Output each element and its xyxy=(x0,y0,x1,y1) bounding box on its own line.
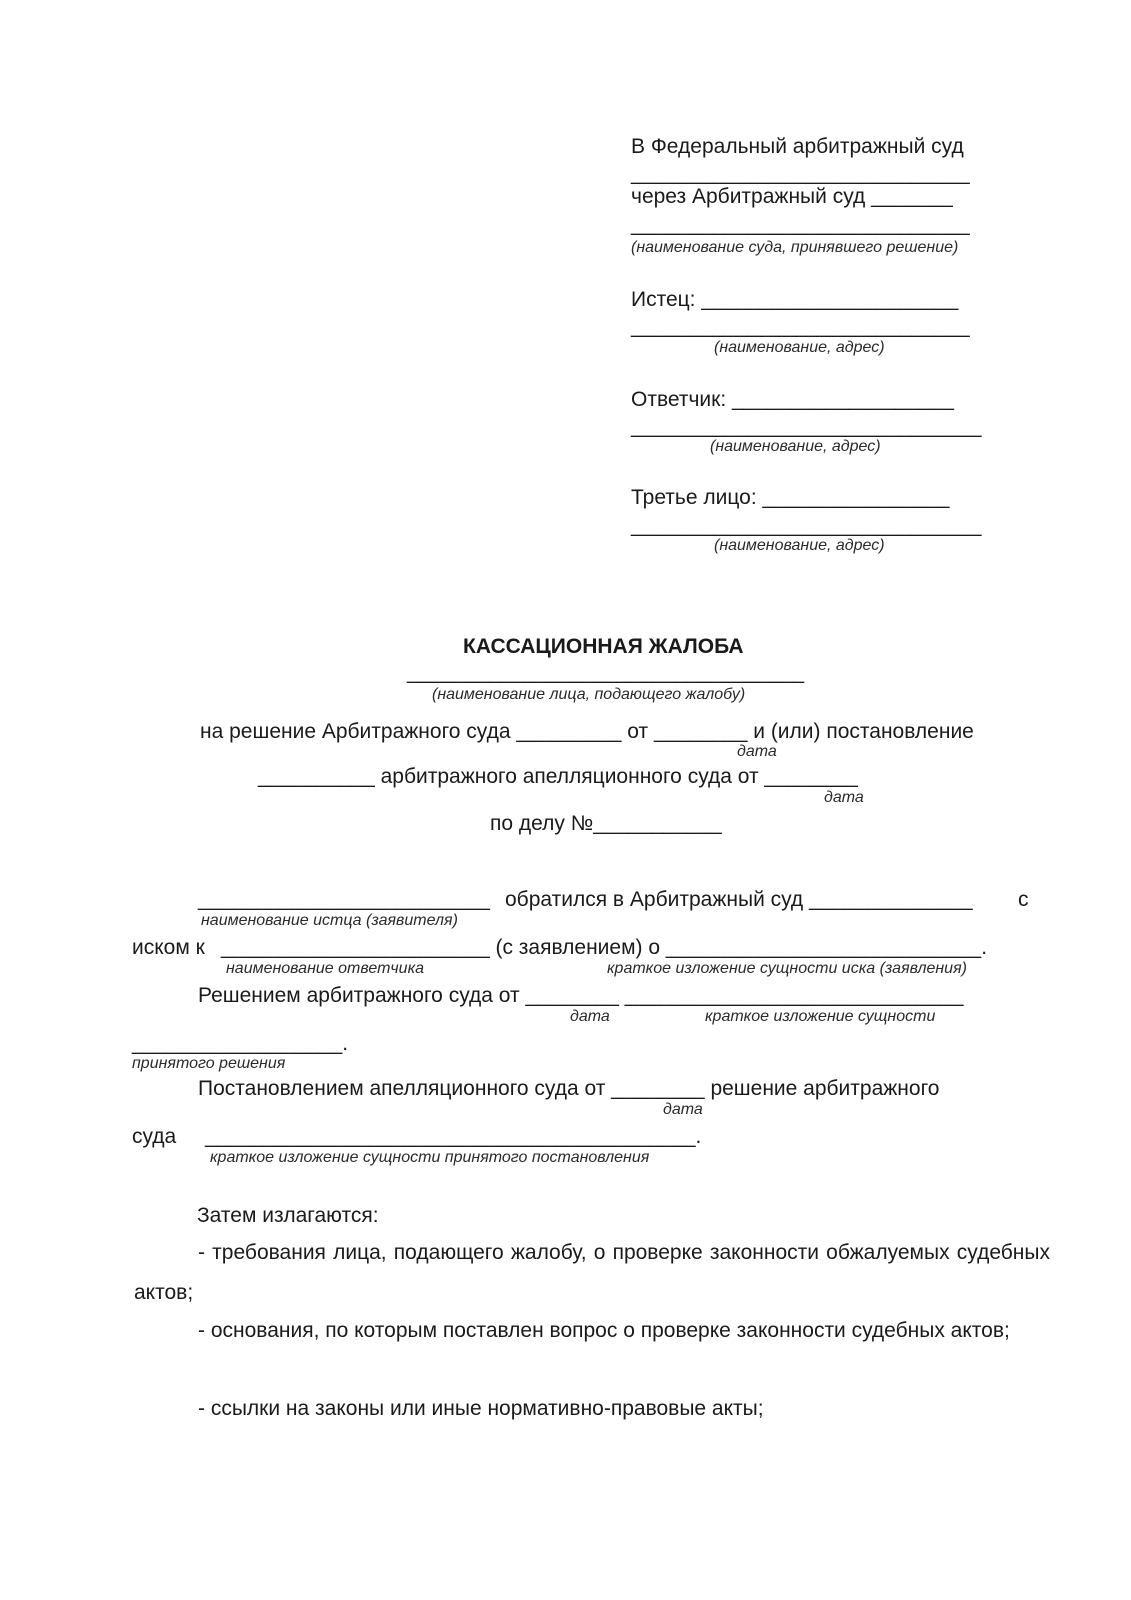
plaintiff-name-blank: _________________________ xyxy=(198,888,490,911)
appellate-ruling-line: Постановлением апелляционного суда от ________ решение арбитражного xyxy=(198,1077,940,1100)
claim-against-label: иском к xyxy=(132,936,205,959)
court-decision-summary-caption: краткое изложение сущности xyxy=(705,1008,936,1025)
appellate-court-line: __________ арбитражного апелляционного суда от ________ xyxy=(258,765,858,788)
plaintiff-blank-line: _____________________________ xyxy=(631,315,970,338)
applied-to-court-text: обратился в Арбитражный суд ______________ xyxy=(505,888,973,911)
court-word: суда xyxy=(132,1125,177,1148)
third-party-caption: (наименование, адрес) xyxy=(714,537,885,554)
plaintiff-line: Истец: ______________________ xyxy=(631,288,959,311)
defendant-line: Ответчик: ___________________ xyxy=(631,388,954,411)
list-item-references: - ссылки на законы или иные нормативно-правовые акты; xyxy=(198,1397,764,1420)
defendant-caption: (наименование, адрес) xyxy=(710,438,881,455)
ruling-summary-blank: __________________________________________. xyxy=(205,1125,702,1148)
list-item-grounds: - основания, по которым поставлен вопрос о проверке законности судебных актов; xyxy=(198,1319,1010,1342)
via-court-line: через Арбитражный суд _______ xyxy=(631,185,953,208)
appellate-date-caption: дата xyxy=(824,789,864,806)
claim-summary-caption: краткое изложение сущности иска (заявления) xyxy=(607,960,967,977)
court-caption: (наименование суда, принявшего решение) xyxy=(631,239,959,256)
document-title: КАССАЦИОННАЯ ЖАЛОБА xyxy=(463,635,744,658)
decision-summary-blank: __________________. xyxy=(132,1032,349,1055)
list-item-requirements: - требования лица, подающего жалобу, о проверке законности обжалуемых судебных актов; xyxy=(134,1241,1050,1304)
appellant-caption: (наименование лица, подающего жалобу) xyxy=(432,686,746,703)
court-addressee: В Федеральный арбитражный суд xyxy=(631,135,964,158)
plaintiff-caption: (наименование, адрес) xyxy=(714,339,885,356)
ruling-summary-caption: краткое изложение сущности принятого постановления xyxy=(210,1149,650,1166)
decision-summary-caption: принятого решения xyxy=(132,1055,286,1072)
third-party-blank-line: ______________________________ xyxy=(631,514,982,537)
appellate-ruling-date-caption: дата xyxy=(663,1101,703,1118)
appeal-subject-line: на решение Арбитражного суда _________ от ________ и (или) постановление xyxy=(200,720,974,743)
line-end-word: с xyxy=(1018,888,1029,911)
then-stated-heading: Затем излагаются: xyxy=(197,1204,379,1227)
third-party-line: Третье лицо: ________________ xyxy=(631,486,950,509)
defendant-blank-line: ______________________________ xyxy=(631,415,982,438)
court-blank-line-2: _____________________________ xyxy=(631,213,970,236)
appellant-blank-line: __________________________________ xyxy=(407,661,805,684)
case-number-line: по делу №___________ xyxy=(490,812,722,835)
court-decision-date-caption: дата xyxy=(570,1008,610,1025)
plaintiff-name-caption: наименование истца (заявителя) xyxy=(201,912,458,929)
decision-date-caption: дата xyxy=(737,743,777,760)
court-decision-line: Решением арбитражного суда от ________ _____________________________ xyxy=(198,984,964,1007)
court-blank-line: _____________________________ xyxy=(631,162,970,185)
claim-against-text: _______________________ (с заявлением) о ___________________________. xyxy=(221,936,988,959)
defendant-name-caption: наименование ответчика xyxy=(226,960,425,977)
